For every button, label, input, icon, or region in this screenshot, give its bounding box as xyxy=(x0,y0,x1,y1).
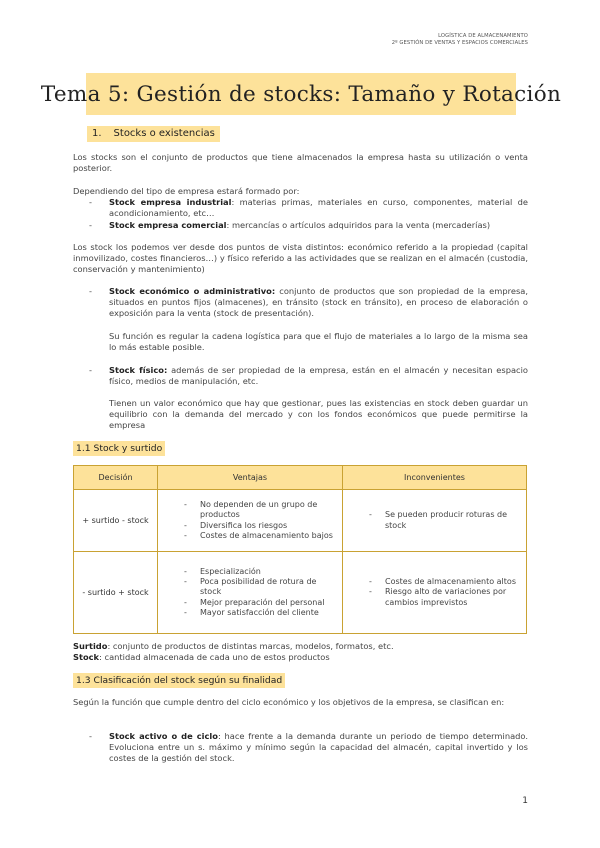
list-item: - Mejor preparación del personal xyxy=(158,598,338,608)
list-item: - Costes de almacenamiento altos xyxy=(343,577,522,587)
table-cell-decision: - surtido + stock xyxy=(74,552,158,634)
list-item: - No dependen de un grupo de productos xyxy=(158,500,338,520)
definition-stock xyxy=(73,652,528,663)
subsection-1-1-heading: 1.1 Stock y surtido xyxy=(73,441,165,456)
active-stock-term: Stock activo o de ciclo xyxy=(109,731,218,741)
stock-surtido-table xyxy=(73,465,527,634)
physical-stock-item xyxy=(109,365,528,387)
economic-stock-term: Stock económico o administrativo: xyxy=(109,286,276,296)
definition-stock-term: Stock xyxy=(73,652,100,662)
economic-stock-text: conjunto de productos que son propiedad de la empresa, situados en puntos fijos (almacenes), en tránsito (stock en tránsito), en proceso de elaboración o exposición para la venta (stock de presentación). xyxy=(109,286,529,318)
definition-stock-text: : cantidad almacenada de cada uno de estos productos xyxy=(99,652,330,662)
physical-stock-note: Tienen un valor económico que hay que gestionar, pues las existencias en stock deben guardar un equilibrio con la demanda del mercado y con los fondos económicos que puede permitirse la empresa xyxy=(109,398,528,430)
section-1-label: Stocks o existencias xyxy=(113,128,215,139)
header-course: 2º GESTIÓN DE VENTAS Y ESPACIOS COMERCIALES xyxy=(391,40,528,46)
bullet-dash: - xyxy=(89,286,92,296)
section-1-number: 1. xyxy=(92,128,102,139)
list-item: - Se pueden producir roturas de stock xyxy=(343,510,522,530)
table-header-row xyxy=(74,466,527,490)
page-header xyxy=(392,33,528,47)
table-row xyxy=(74,490,527,552)
list-item: - Mayor satisfacción del cliente xyxy=(158,608,338,618)
type-commercial-term: Stock empresa comercial xyxy=(109,220,227,230)
active-stock-text: : hace frente a la demanda durante un periodo de tiempo determinado. Evoluciona entre un s. máximo y mínimo según la capacidad del almacén, capital invertido y los costes de la gestión del stock. xyxy=(109,731,529,763)
type-industrial-term: Stock empresa industrial xyxy=(109,197,232,207)
type-commercial-text: : mercancías o artículos adquiridos para la venta (mercaderías) xyxy=(226,220,491,230)
economic-stock-item xyxy=(109,286,528,319)
page-title xyxy=(40,73,562,115)
list-item: - Poca posibilidad de rotura de stock xyxy=(158,577,338,597)
table-cell-decision: + surtido - stock xyxy=(74,490,158,552)
definition-surtido-term: Surtido xyxy=(73,641,108,651)
definition-surtido xyxy=(73,641,528,652)
intro-paragraph: Los stocks son el conjunto de productos que tiene almacenados la empresa hasta su utilización o venta posterior. xyxy=(73,152,528,173)
physical-stock-term: Stock físico: xyxy=(109,365,168,375)
table-header-decision: Decisión xyxy=(74,466,158,490)
bullet-dash: - xyxy=(89,365,92,375)
section-1-heading xyxy=(87,126,220,142)
table-header-ventajas: Ventajas xyxy=(158,466,343,490)
type-commercial xyxy=(109,220,534,231)
list-item: - Riesgo alto de variaciones por cambios imprevistos xyxy=(343,587,522,607)
active-stock-item xyxy=(109,731,528,764)
economic-stock-note: Su función es regular la cadena logística para que el flujo de materiales a lo largo de la misma sea lo más estable posible. xyxy=(109,331,528,352)
list-item: - Costes de almacenamiento bajos xyxy=(158,531,338,541)
table-header-inconvenientes: Inconvenientes xyxy=(343,466,527,490)
table-cell-ventajas xyxy=(158,552,343,634)
page-number: 1 xyxy=(522,796,528,806)
list-item: - Diversifica los riesgos xyxy=(158,521,338,531)
list-item: - Especialización xyxy=(158,567,338,577)
table-cell-inconvenientes xyxy=(343,490,527,552)
table-cell-ventajas xyxy=(158,490,343,552)
bullet-dash: - xyxy=(89,197,92,207)
table-cell-inconvenientes xyxy=(343,552,527,634)
subsection-1-3-heading: 1.3 Clasificación del stock según su finalidad xyxy=(73,673,285,688)
header-subject: LOGÍSTICA DE ALMACENAMIENTO xyxy=(438,33,528,39)
type-industrial-text: : materias primas, materiales en curso, componentes, material de acondicionamiento, etc… xyxy=(109,197,529,218)
depends-paragraph: Dependiendo del tipo de empresa estará formado por: xyxy=(73,186,300,196)
bullet-dash: - xyxy=(89,731,92,741)
physical-stock-text: además de ser propiedad de la empresa, están en el almacén y necesitan espacio físico, medios de manipulación, etc. xyxy=(109,365,529,386)
table-row xyxy=(74,552,527,634)
viewpoints-paragraph: Los stock los podemos ver desde dos puntos de vista distintos: económico referido a la propiedad (capital inmovilizado, costes financieros…) y físico referido a las actividades que se realizan en el almacén (custodia, conservación y mantenimiento) xyxy=(73,242,528,274)
definition-surtido-text: : conjunto de productos de distintas marcas, modelos, formatos, etc. xyxy=(107,641,394,651)
type-industrial xyxy=(109,197,528,219)
classify-paragraph: Según la función que cumple dentro del ciclo económico y los objetivos de la empresa, se clasifican en: xyxy=(73,697,505,707)
bullet-dash: - xyxy=(89,220,92,230)
page-title-text: Tema 5: Gestión de stocks: Tamaño y Rotación xyxy=(40,81,562,107)
